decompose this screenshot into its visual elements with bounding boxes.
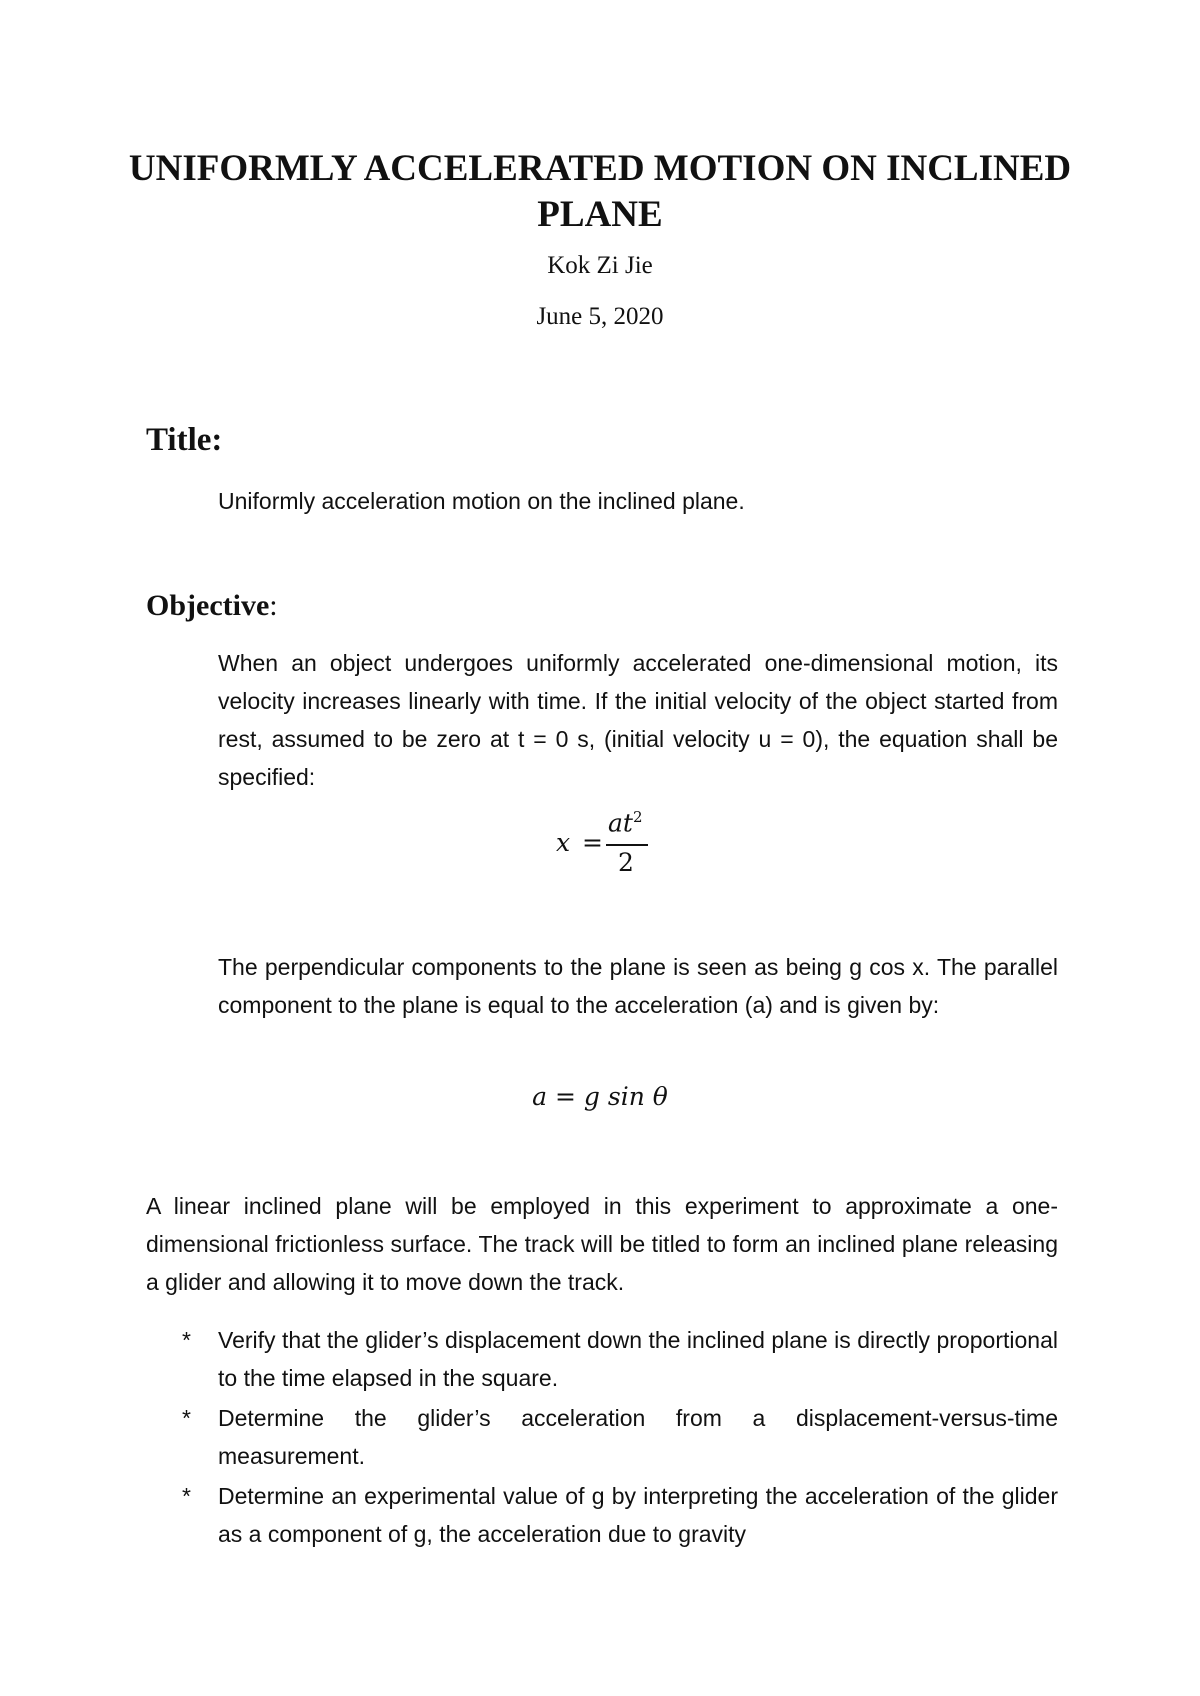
document-date: June 5, 2020 — [536, 303, 664, 330]
list-item — [146, 1321, 1058, 1397]
eq1-fraction-bar — [606, 844, 648, 846]
objective-heading-colon: : — [269, 589, 278, 622]
equation-acceleration — [0, 1082, 1200, 1111]
document-title: UNIFORMLY ACCELERATED MOTION ON INCLINED PLANE — [128, 148, 1072, 235]
bullet-marker: * — [182, 1327, 191, 1353]
list-item-text: Determine the glider’s acceleration from a displacement-versus-time measurement. — [218, 1405, 1058, 1469]
eq2-sin: sin — [607, 1082, 645, 1111]
eq1-lhs: x — [556, 828, 571, 857]
list-item-text: Determine an experimental value of g by interpreting the acceleration of the glider as a component of g, the acceleration due to gravity — [218, 1483, 1058, 1547]
bullet-marker: * — [182, 1483, 191, 1509]
list-item-text: Verify that the glider’s displacement down the inclined plane is directly proportional to the time elapsed in the square. — [218, 1327, 1058, 1391]
list-item — [146, 1399, 1058, 1475]
objective-paragraph-3: A linear inclined plane will be employed in this experiment to approximate a one-dimensional frictionless surface. The track will be titled to form an inclined plane releasing a glider and allowing it to move down the track. — [146, 1193, 1058, 1295]
eq1-numerator-text: at — [608, 808, 633, 838]
eq1-exponent: 2 — [632, 808, 643, 826]
eq2-g: g — [583, 1082, 600, 1111]
eq1-equals: = — [582, 828, 603, 857]
eq1-numerator — [608, 808, 643, 837]
eq1-denominator: 2 — [618, 848, 634, 877]
title-section-heading: Title: — [146, 422, 223, 458]
author-name: Kok Zi Jie — [547, 252, 653, 279]
equation-displacement — [0, 808, 1200, 878]
objective-paragraph-2: The perpendicular components to the plane is seen as being g cos x. The parallel component to the plane is equal to the acceleration (a) and is given by: — [218, 954, 1058, 1018]
objective-section-heading — [146, 589, 278, 623]
objectives-list — [146, 1321, 1058, 1555]
title-section-text: Uniformly acceleration motion on the inclined plane. — [218, 488, 745, 514]
list-item — [146, 1477, 1058, 1553]
objective-heading-text: Objective — [146, 589, 270, 622]
objective-paragraph-1: When an object undergoes uniformly accelerated one-dimensional motion, its velocity increases linearly with time. If the initial velocity of the object started from rest, assumed to be zero at t = 0 s, (initial velocity u = 0), the equation shall be specified: — [218, 650, 1058, 790]
eq2-theta: θ — [652, 1082, 668, 1111]
eq2-equals: = — [555, 1082, 576, 1111]
eq2-lhs: a — [532, 1082, 548, 1111]
bullet-marker: * — [182, 1405, 191, 1431]
